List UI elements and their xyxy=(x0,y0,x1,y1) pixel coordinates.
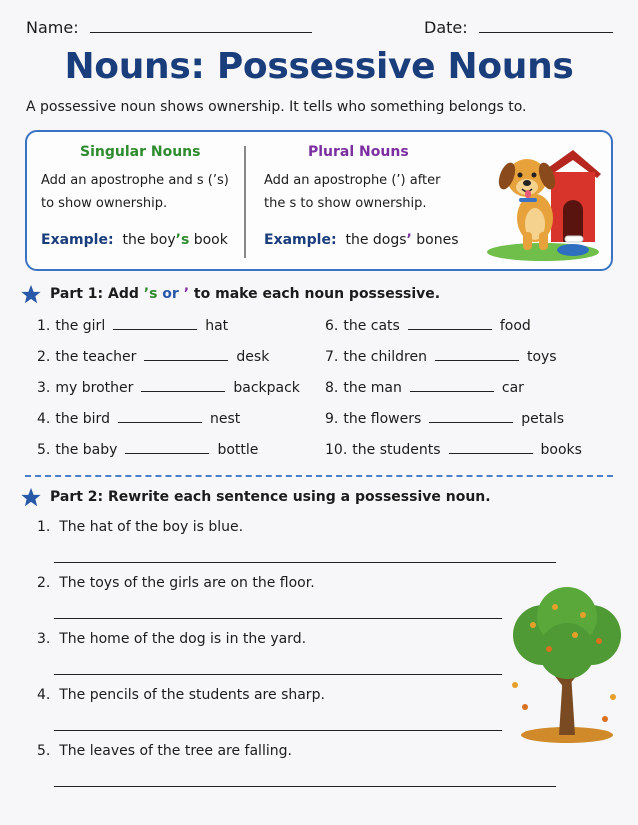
part1-title-pre: Part 1: Add xyxy=(50,286,144,302)
singular-rule-line1: Add an apostrophe and s (’s) xyxy=(41,173,229,188)
part1-item xyxy=(325,442,582,458)
item-number: 6. xyxy=(325,318,339,334)
star-icon xyxy=(20,284,42,305)
intro-text: A possessive noun shows ownership. It tells who something belongs to. xyxy=(26,99,527,115)
item-owner: the man xyxy=(343,380,402,396)
part2-sentence: 3. The home of the dog is in the yard. xyxy=(37,631,307,647)
answer-blank[interactable] xyxy=(141,391,225,392)
answer-blank[interactable] xyxy=(118,422,202,423)
rewrite-answer-line[interactable] xyxy=(54,618,502,619)
plural-example-pre: the dogs xyxy=(345,232,407,248)
name-line[interactable] xyxy=(90,32,312,33)
page-title: Nouns: Possessive Nouns xyxy=(64,46,574,87)
answer-blank[interactable] xyxy=(125,453,209,454)
rewrite-answer-line[interactable] xyxy=(54,674,502,675)
answer-blank[interactable] xyxy=(144,360,228,361)
date-label: Date: xyxy=(424,18,468,37)
part1-item xyxy=(37,349,269,365)
plural-rule-line2: the s to show ownership. xyxy=(264,196,427,211)
item-owner: the bird xyxy=(55,411,110,427)
part1-item xyxy=(37,380,300,396)
item-number: 3. xyxy=(37,380,51,396)
part1-title-or: or xyxy=(157,286,184,302)
part1-title-post: to make each noun possessive. xyxy=(189,286,441,302)
item-thing: food xyxy=(499,318,531,334)
singular-rule xyxy=(41,169,229,215)
item-thing: toys xyxy=(526,349,557,365)
plural-rule xyxy=(264,169,440,215)
item-thing: backpack xyxy=(233,380,300,396)
item-thing: desk xyxy=(236,349,270,365)
part1-item xyxy=(325,380,524,396)
part2-sentence: 5. The leaves of the tree are falling. xyxy=(37,743,292,759)
plural-example-mark: ’ xyxy=(406,232,412,248)
item-number: 9. xyxy=(325,411,339,427)
part2-sentence: 2. The toys of the girls are on the floor. xyxy=(37,575,315,591)
rewrite-answer-line[interactable] xyxy=(54,786,556,787)
item-number: 5. xyxy=(37,442,51,458)
section-separator xyxy=(25,475,613,477)
part2-sentence: 4. The pencils of the students are sharp. xyxy=(37,687,325,703)
item-number: 7. xyxy=(325,349,339,365)
singular-example-mark: ’s xyxy=(175,232,190,248)
name-label: Name: xyxy=(26,18,79,37)
name-field[interactable] xyxy=(26,18,312,37)
answer-blank[interactable] xyxy=(410,391,494,392)
plural-example-post: bones xyxy=(411,232,459,248)
star-icon xyxy=(20,487,42,508)
part1-item xyxy=(325,318,531,334)
singular-heading: Singular Nouns xyxy=(80,144,201,160)
item-owner: the children xyxy=(343,349,427,365)
singular-example xyxy=(41,232,228,248)
answer-blank[interactable] xyxy=(449,453,533,454)
part1-title-s: ’s xyxy=(143,286,158,302)
plural-example xyxy=(264,232,459,248)
date-line[interactable] xyxy=(479,32,613,33)
rewrite-answer-line[interactable] xyxy=(54,730,502,731)
singular-rule-line2: to show ownership. xyxy=(41,196,168,211)
part1-item xyxy=(325,411,564,427)
item-thing: bottle xyxy=(217,442,259,458)
item-owner: the teacher xyxy=(55,349,137,365)
rules-box xyxy=(25,130,613,271)
item-number: 10. xyxy=(325,442,348,458)
column-divider xyxy=(244,146,246,258)
item-number: 1. xyxy=(37,318,51,334)
item-number: 8. xyxy=(325,380,339,396)
item-number: 2. xyxy=(37,349,51,365)
singular-example-label: Example: xyxy=(41,232,114,248)
item-owner: the flowers xyxy=(343,411,422,427)
part1-item xyxy=(37,411,240,427)
item-thing: nest xyxy=(209,411,241,427)
singular-example-pre: the boy xyxy=(122,232,176,248)
answer-blank[interactable] xyxy=(429,422,513,423)
part1-item xyxy=(37,318,228,334)
plural-example-label: Example: xyxy=(264,232,337,248)
autumn-tree-illustration xyxy=(503,585,631,747)
plural-rule-line1: Add an apostrophe (’) after xyxy=(264,173,441,188)
item-thing: petals xyxy=(521,411,565,427)
item-thing: books xyxy=(540,442,582,458)
rewrite-answer-line[interactable] xyxy=(54,562,556,563)
plural-heading: Plural Nouns xyxy=(308,144,409,160)
item-owner: the cats xyxy=(343,318,400,334)
answer-blank[interactable] xyxy=(435,360,519,361)
item-owner: the girl xyxy=(55,318,106,334)
answer-blank[interactable] xyxy=(113,329,197,330)
answer-blank[interactable] xyxy=(408,329,492,330)
part1-title-apos: ’ xyxy=(183,286,190,302)
part1-item xyxy=(325,349,557,365)
part2-title: Part 2: Rewrite each sentence using a possessive noun. xyxy=(50,489,491,505)
part1-title xyxy=(50,286,440,302)
dog-with-doghouse-illustration xyxy=(485,140,603,264)
item-owner: my brother xyxy=(55,380,134,396)
item-number: 4. xyxy=(37,411,51,427)
item-owner: the students xyxy=(352,442,441,458)
item-thing: car xyxy=(501,380,524,396)
date-field[interactable] xyxy=(424,18,613,37)
singular-example-post: book xyxy=(189,232,228,248)
item-thing: hat xyxy=(205,318,229,334)
part2-sentence: 1. The hat of the boy is blue. xyxy=(37,519,244,535)
item-owner: the baby xyxy=(55,442,118,458)
part1-item xyxy=(37,442,258,458)
